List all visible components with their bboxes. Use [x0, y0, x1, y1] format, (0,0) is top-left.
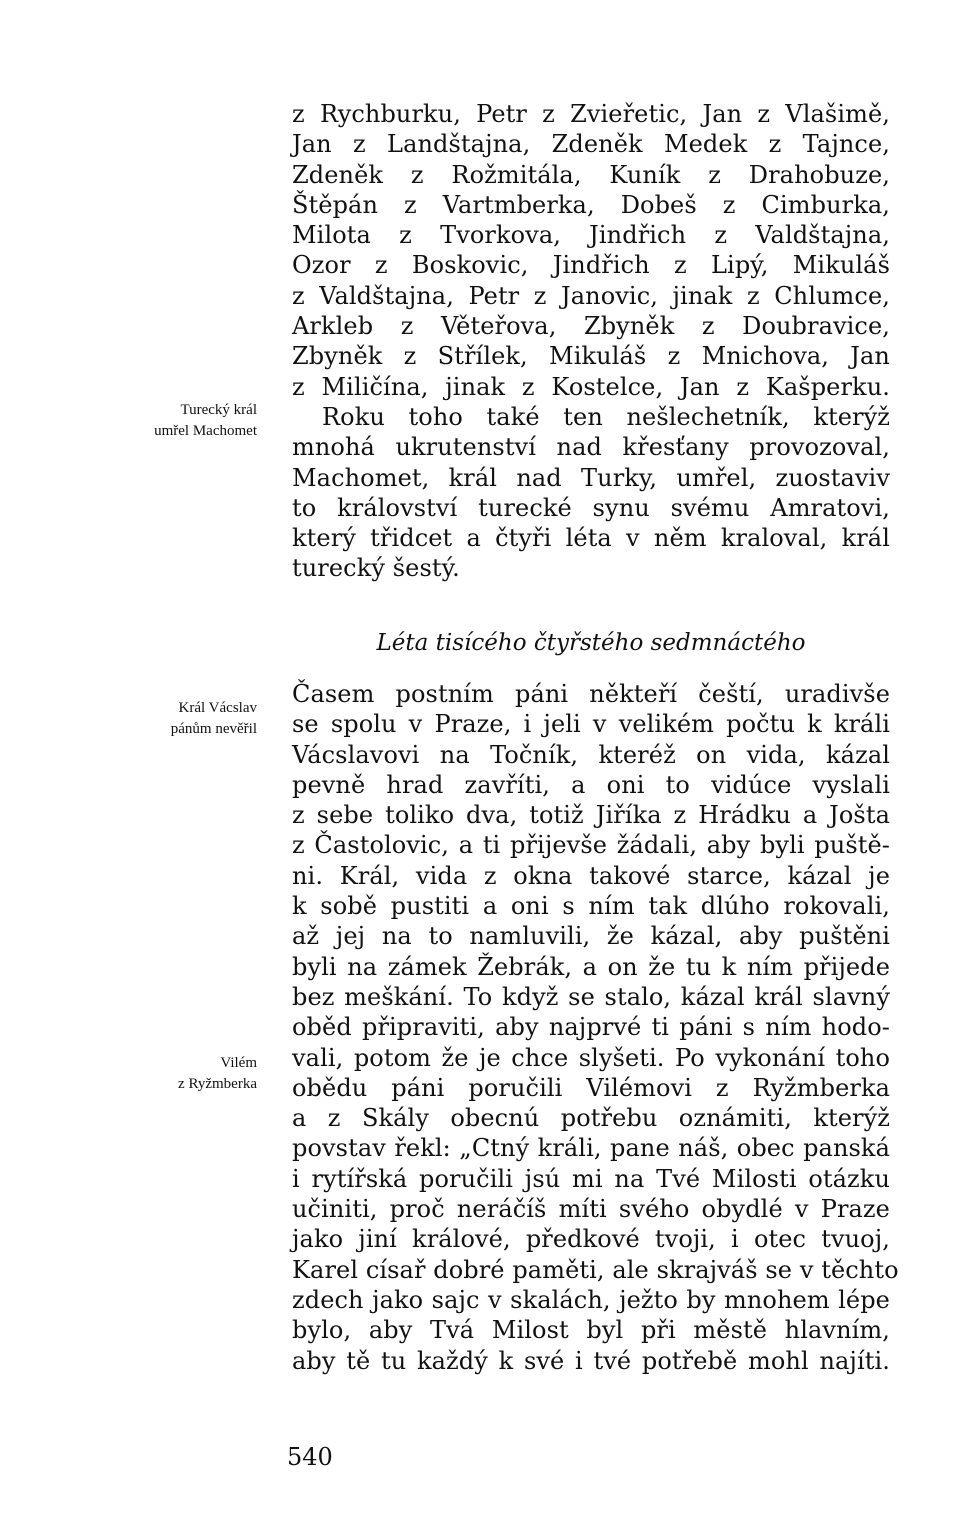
text-line: a z Skály obecnú potřebu oznámiti, kterýž	[292, 1104, 890, 1133]
text-line: se spolu v Praze, i jeli v velikém počtu k králi	[292, 710, 890, 739]
margin-note-vilem	[178, 1053, 257, 1095]
text-line: učiniti, proč neráčíš míti svého obydlé v Praze	[292, 1195, 890, 1224]
text-line: který třidcet a čtyři léta v něm kraloval, král	[292, 524, 890, 553]
text-line: i rytířská poručili jsú mi na Tvé Milosti otázku	[292, 1164, 890, 1193]
text-line: bylo, aby Tvá Milost byl při městě hlavním,	[292, 1316, 890, 1345]
text-line: ni. Král, vida z okna takové starce, kázal je	[292, 861, 890, 890]
margin-note-line: Král Vácslav	[178, 700, 257, 716]
text-line: oběd připraviti, aby najprvé ti páni s ním hodo-	[292, 1013, 890, 1042]
text-line: bez meškání. To když se stalo, kázal král slavný	[292, 982, 890, 1011]
text-line: Zdeněk z Rožmitála, Kuník z Drahobuze,	[292, 160, 890, 189]
text-line: aby tě tu každý k své i tvé potřebě mohl najíti.	[292, 1346, 890, 1375]
text-line: zdech jako sajc v skalách, ježto by mnohem lépe	[292, 1285, 890, 1314]
text-line: Arkleb z Věteřova, Zbyněk z Doubravice,	[292, 312, 890, 341]
text-line: Časem postním páni někteří čeští, uradivše	[292, 680, 890, 708]
margin-note-line: Turecký král	[180, 402, 257, 418]
top-paragraph-block	[292, 99, 890, 584]
text-line: Machomet, král nad Turky, umřel, zuostaviv	[292, 463, 890, 492]
text-line: Jan z Landštajna, Zdeněk Medek z Tajnce,	[292, 130, 890, 159]
text-line: Milota z Tvorkova, Jindřich z Valdštajna,	[292, 221, 890, 250]
text-line: pevně hrad zavříti, a oni to vidúce vyslali	[292, 770, 890, 799]
margin-note-line: umřel Machomet	[154, 423, 257, 439]
text-line: Ozor z Boskovic, Jindřich z Lipý, Mikuláš	[292, 251, 890, 280]
margin-note-line: Vilém	[220, 1055, 257, 1071]
text-line: z Valdštajna, Petr z Janovic, jinak z Chlumce,	[292, 281, 890, 310]
margin-note-turkish-king	[154, 400, 257, 442]
text-line: Zbyněk z Střílek, Mikuláš z Mnichova, Jan	[292, 342, 890, 371]
text-line: z Miličína, jinak z Kostelce, Jan z Kašperku.	[292, 372, 890, 401]
text-line: Štěpán z Vartmberka, Dobeš z Cimburka,	[292, 190, 890, 219]
text-line: z Častolovic, a ti přijevše žádali, aby byli puště-	[292, 831, 890, 860]
text-line: byli na zámek Žebrák, a on že tu k ním přijede	[292, 952, 890, 981]
page-number: 540	[287, 1443, 333, 1471]
margin-note-line: pánům nevěřil	[170, 721, 257, 737]
text-line: povstav řekl: „Ctný králi, pane náš, obec panská	[292, 1134, 890, 1163]
margin-note-line: z Ryžmberka	[178, 1076, 257, 1092]
section-heading: Léta tisícého čtyřstého sedmnáctého	[376, 630, 806, 656]
main-paragraph-block	[292, 679, 899, 1376]
margin-note-king-vaclav	[171, 698, 257, 740]
text-line: z sebe toliko dva, totiž Jiříka z Hrádku a Jošta	[292, 801, 890, 830]
text-line: až jej na to namluvili, že kázal, aby puštěni	[292, 922, 890, 951]
text-line: jako jiní králové, předkové tvoji, i otec tvuoj,	[292, 1225, 890, 1254]
text-line: Karel císař dobré paměti, ale skrajváš se v těchto	[292, 1255, 899, 1284]
text-line: z Rychburku, Petr z Zvieřetic, Jan z Vlašimě,	[292, 100, 890, 128]
text-line: obědu páni poručili Vilémovi z Ryžmberka	[292, 1073, 890, 1102]
text-line: turecký šestý.	[292, 554, 460, 583]
text-line: mnohá ukrutenství nad křesťany provozoval,	[292, 433, 890, 462]
text-line: Roku toho také ten nešlechetník, kterýž	[322, 402, 890, 431]
text-line: to království turecké synu svému Amratovi,	[292, 493, 890, 522]
text-line: Vácslavovi na Točník, kteréž on vida, kázal	[292, 740, 890, 769]
text-line: vali, potom že je chce slyšeti. Po vykonání toho	[292, 1043, 890, 1072]
text-line: k sobě pustiti a oni s ním tak dlúho rokovali,	[292, 892, 890, 921]
